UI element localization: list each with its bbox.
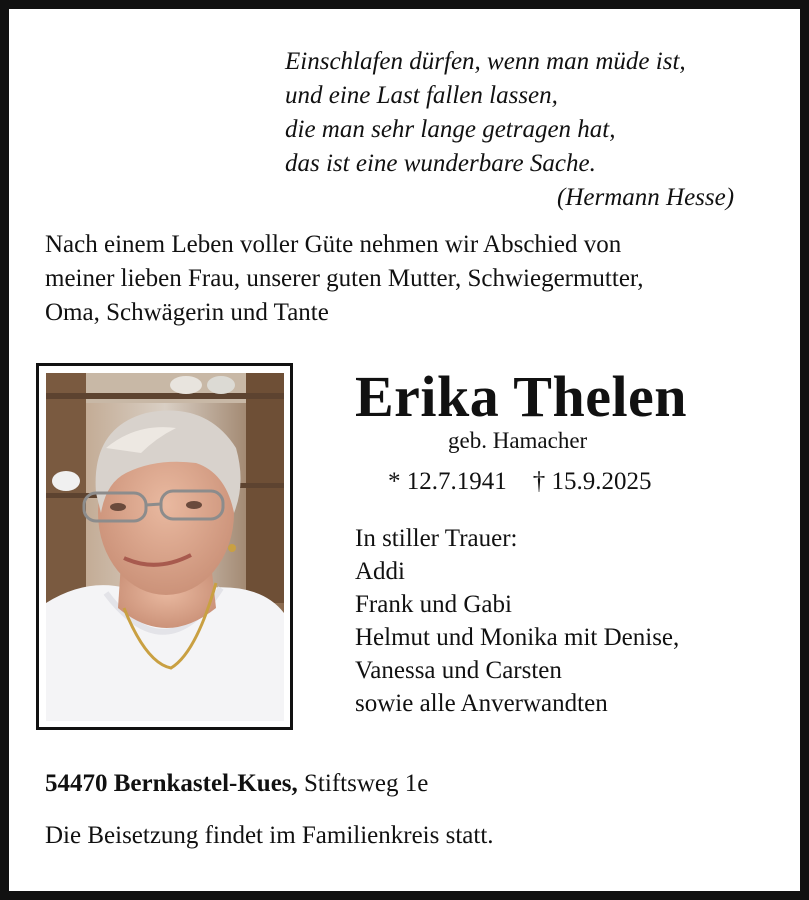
mourner-line: Vanessa und Carsten bbox=[355, 657, 562, 684]
mourner-line: sowie alle Anverwandten bbox=[355, 690, 608, 717]
portrait-photo bbox=[46, 373, 284, 721]
mourner-line: Helmut und Monika mit Denise, bbox=[355, 624, 680, 651]
intro-line: meiner lieben Frau, unserer guten Mutter, Schwiegermutter, bbox=[45, 265, 644, 292]
deceased-name: Erika Thelen bbox=[355, 364, 688, 429]
poem-author: (Hermann Hesse) bbox=[557, 184, 735, 211]
intro-line: Nach einem Leben voller Güte nehmen wir Abschied von bbox=[45, 231, 622, 258]
address-city: 54470 Bernkastel-Kues, bbox=[45, 770, 298, 797]
maiden-name: geb. Hamacher bbox=[448, 428, 588, 453]
portrait-frame bbox=[36, 363, 293, 730]
address bbox=[45, 770, 428, 798]
intro-line: Oma, Schwägerin und Tante bbox=[45, 299, 329, 326]
death-date: † 15.9.2025 bbox=[532, 468, 652, 495]
poem-line: und eine Last fallen lassen, bbox=[285, 82, 558, 109]
life-dates bbox=[388, 468, 652, 496]
intro-text bbox=[45, 228, 775, 330]
poem-line: die man sehr lange getragen hat, bbox=[285, 116, 616, 143]
poem-line: Einschlafen dürfen, wenn man müde ist, bbox=[285, 48, 686, 75]
birth-date: * 12.7.1941 bbox=[388, 468, 507, 495]
poem-line: das ist eine wunderbare Sache. bbox=[285, 150, 596, 177]
poem-block bbox=[285, 45, 765, 211]
mourner-line: Frank und Gabi bbox=[355, 591, 512, 618]
address-street: Stiftsweg 1e bbox=[304, 770, 429, 797]
mourners-heading: In stiller Trauer: bbox=[355, 525, 518, 552]
funeral-note: Die Beisetzung findet im Familienkreis statt. bbox=[45, 822, 494, 849]
portrait-illustration bbox=[46, 373, 284, 721]
mourner-line: Addi bbox=[355, 558, 405, 585]
mourners-list bbox=[355, 522, 679, 720]
